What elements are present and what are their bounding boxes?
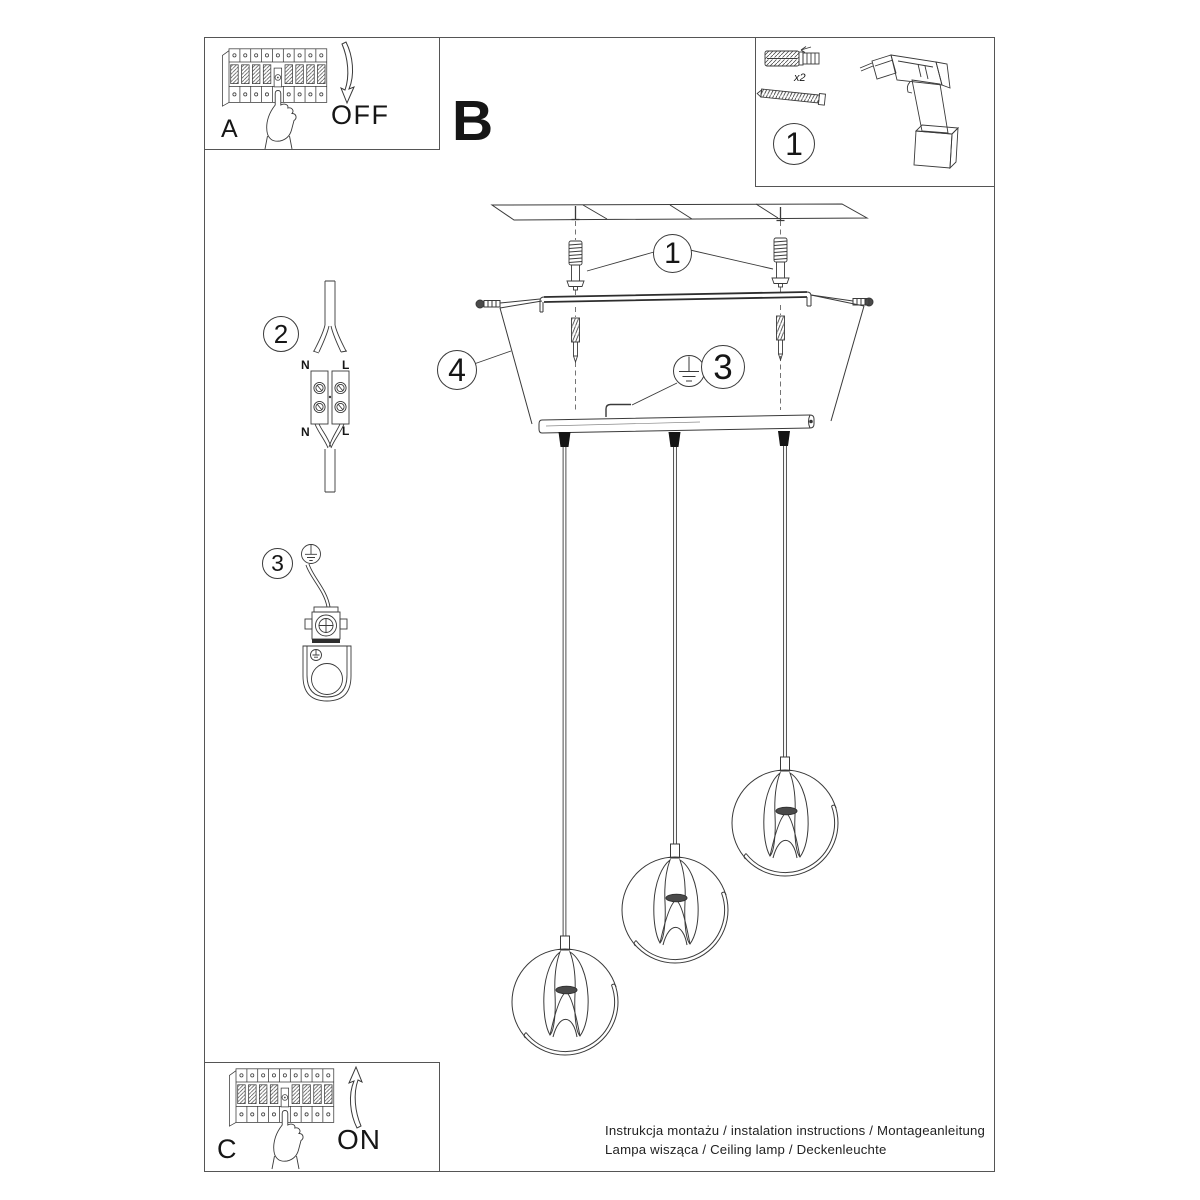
step-a-letter: A xyxy=(221,115,238,143)
power-off-label: OFF xyxy=(331,100,390,130)
footer-caption xyxy=(605,1121,985,1159)
wire-label-l-top: L xyxy=(342,358,350,372)
power-on-label: ON xyxy=(337,1124,381,1155)
step-c-letter: C xyxy=(217,1134,237,1164)
anchors-callout-1: 1 xyxy=(653,234,692,273)
step-b-letter: B xyxy=(452,89,494,153)
footer-line-1: Instrukcja montażu / instalation instructions / Montageanleitung xyxy=(605,1123,986,1138)
wiring-callout-2: 2 xyxy=(263,316,299,352)
quantity-label: x2 xyxy=(794,72,806,84)
ground-callout-3: 3 xyxy=(701,345,745,389)
wire-label-n-bottom: N xyxy=(301,425,310,439)
footer-line-2: Lampa wisząca / Ceiling lamp / Deckenleuchte xyxy=(605,1142,887,1157)
wire-label-n-top: N xyxy=(301,358,310,372)
wire-label-l-bottom: L xyxy=(342,424,350,438)
parts-callout-1: 1 xyxy=(773,123,815,165)
canopy-callout-4: 4 xyxy=(437,350,477,390)
earth-callout-3: 3 xyxy=(262,548,293,579)
